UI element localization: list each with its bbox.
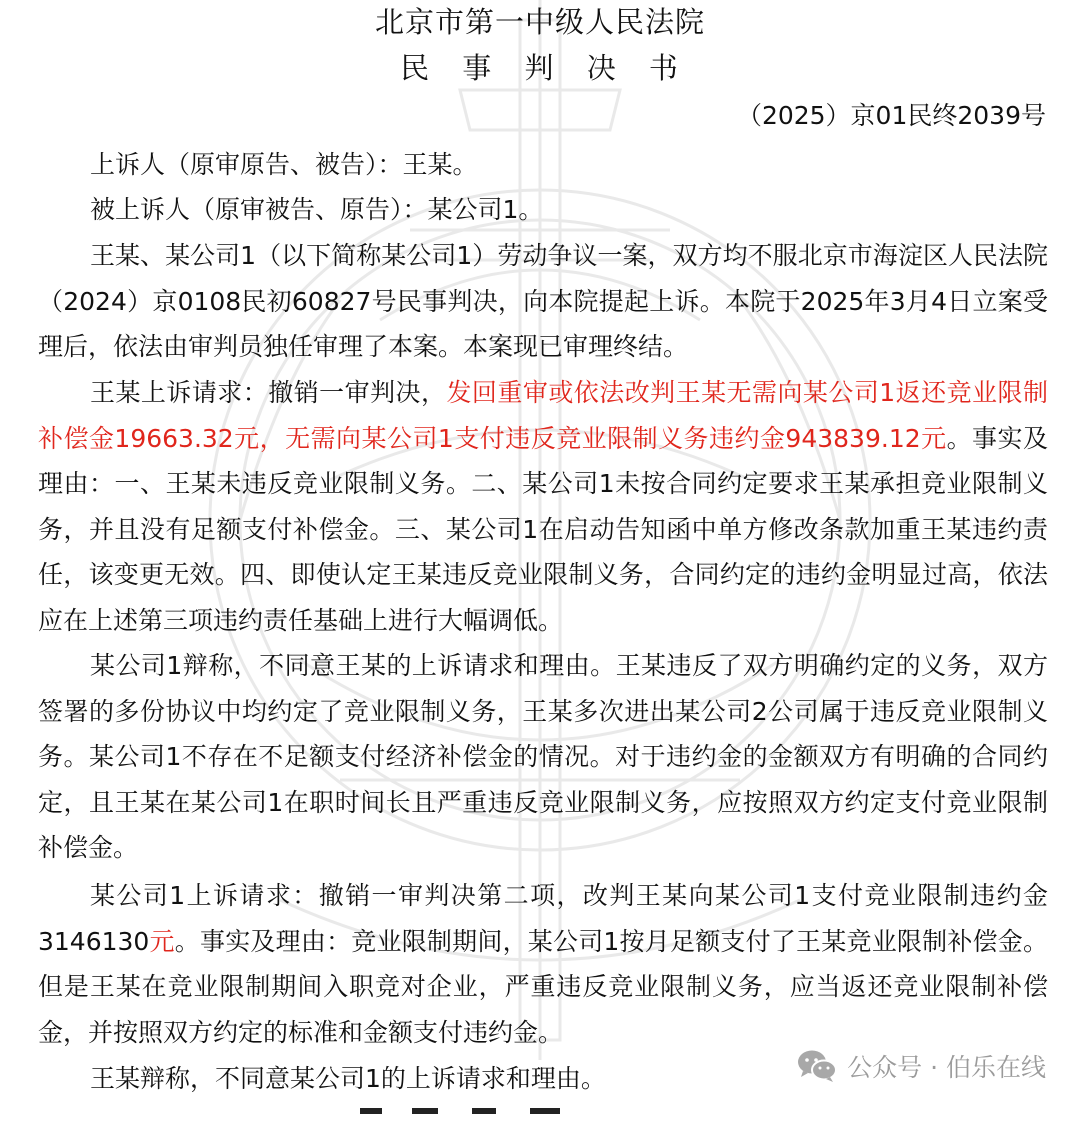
- court-name: 北京市第一中级人民法院: [374, 5, 705, 39]
- document-type-title: 民 事 判 决 书: [400, 51, 690, 85]
- case-intro-paragraph: 王某、某公司1（以下简称某公司1）劳动争议一案，双方均不服北京市海淀区人民法院（2024）京0108民初60827号民事判决，向本院提起上诉。本院于2025年3月4日立案受理后，依法由审判员独任审理了本案。本案现已审理终结。: [38, 241, 1048, 361]
- wang-defense-paragraph: 王某辩称，不同意某公司1的上诉请求和理由。: [90, 1064, 606, 1093]
- account-watermark: [797, 1048, 1046, 1084]
- company-appeal-paragraph: [38, 873, 1048, 1055]
- company-appeal-lead: 某公司1上诉请求：撤销一审判决第二项，改判王某向某公司1支付竞业限制违约金3146130: [38, 881, 1048, 956]
- wang-appeal-highlight: 发回重审或依法改判王某无需向某公司1返还竞业限制补偿金19663.32元，无需向某公司1支付违反竞业限制义务违约金943839.12元: [38, 378, 1048, 453]
- company-appeal-highlight: 元: [149, 926, 175, 956]
- wechat-icon: [797, 1049, 837, 1083]
- company-defense-paragraph: 某公司1辩称，不同意王某的上诉请求和理由。王某违反了双方明确约定的义务，双方签署的多份协议中均约定了竞业限制义务，王某多次进出某公司2公司属于违反竞业限制义务。某公司1不存在不足额支付经济补偿金的情况。对于违约金的金额双方有明确的合同约定，且王某在某公司1在职时间长且严重违反竞业限制义务，应按照双方约定支付竞业限制补偿金。: [38, 651, 1048, 862]
- watermark-text: 公众号 · 伯乐在线: [847, 1053, 1046, 1082]
- wang-appeal-paragraph: [38, 370, 1048, 643]
- wang-appeal-lead: 王某上诉请求：撤销一审判决，: [90, 378, 447, 407]
- appellant-line: 上诉人（原审原告、被告）：王某。: [90, 150, 478, 179]
- company-appeal-rest: 。事实及理由：竞业限制期间，某公司1按月足额支付了王某竞业限制补偿金。但是王某在竞业限制期间入职竞对企业，严重违反竞业限制义务，应当返还竞业限制补偿金，并按照双方约定的标准和金额支付违约金。: [38, 926, 1048, 1047]
- case-number: （2025）京01民终2039号: [736, 101, 1046, 130]
- appellee-line: 被上诉人（原审被告、原告）：某公司1。: [90, 195, 544, 224]
- wang-appeal-rest: 。事实及理由：一、王某未违反竞业限制义务。二、某公司1未按合同约定要求王某承担竞业限制义务，并且没有足额支付补偿金。三、某公司1在启动告知函中单方修改条款加重王某违约责任，该变更无效。四、即使认定王某违反竞业限制义务，合同约定的违约金明显过高，依法应在上述第三项违约责任基础上进行大幅调低。: [38, 423, 1048, 635]
